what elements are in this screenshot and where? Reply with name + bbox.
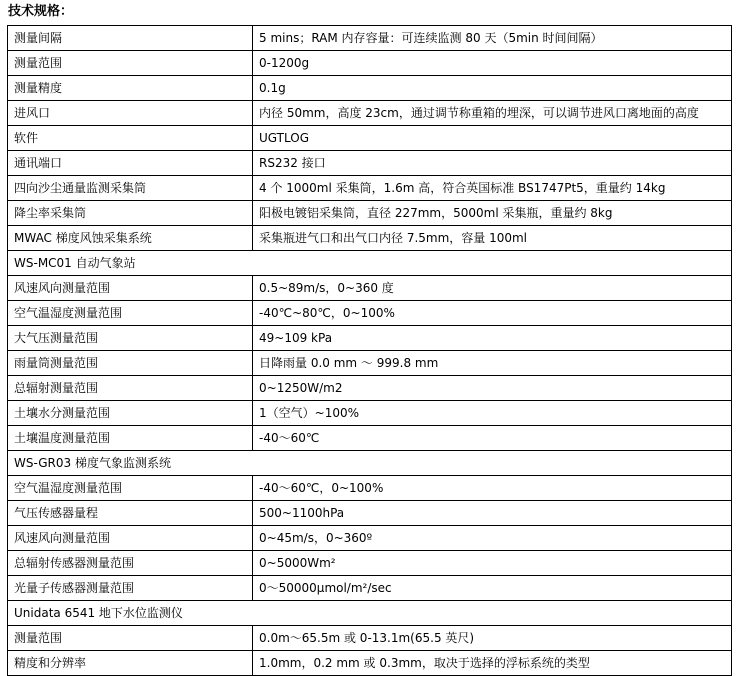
spec-label: 测量范围 (8, 626, 253, 651)
spec-value: UGTLOG (253, 126, 732, 151)
spec-value: 0.1g (253, 76, 732, 101)
spec-value: 0.0m～65.5m 或 0-13.1m(65.5 英尺) (253, 626, 732, 651)
spec-value: 500~1100hPa (253, 501, 732, 526)
section-title: WS-MC01 自动气象站 (8, 251, 732, 276)
spec-value: RS232 接口 (253, 151, 732, 176)
section-row (8, 251, 732, 276)
spec-row (8, 501, 732, 526)
section-title: Unidata 6541 地下水位监测仪 (8, 601, 732, 626)
spec-row (8, 576, 732, 601)
spec-value: 1（空气）~100% (253, 401, 732, 426)
spec-label: 通讯端口 (8, 151, 253, 176)
spec-value: -40～60℃，0~100% (253, 476, 732, 501)
spec-row (8, 126, 732, 151)
spec-value: 0~1250W/m2 (253, 376, 732, 401)
section-title: WS-GR03 梯度气象监测系统 (8, 451, 732, 476)
spec-label: 气压传感器量程 (8, 501, 253, 526)
spec-value: 0~5000Wm² (253, 551, 732, 576)
spec-label: 总辐射测量范围 (8, 376, 253, 401)
spec-label: 测量间隔 (8, 26, 253, 51)
spec-label: 风速风向测量范围 (8, 526, 253, 551)
spec-label: 测量精度 (8, 76, 253, 101)
spec-heading: 技术规格： (8, 4, 74, 19)
spec-value: 4 个 1000ml 采集筒，1.6m 高，符合英国标准 BS1747Pt5，重量约 14kg (253, 176, 732, 201)
spec-value: 5 mins；RAM 内存容量：可连续监测 80 天（5min 时间间隔） (253, 26, 732, 51)
spec-label: 总辐射传感器测量范围 (8, 551, 253, 576)
spec-value: 0~45m/s，0~360º (253, 526, 732, 551)
spec-value: -40℃~80℃，0~100% (253, 301, 732, 326)
spec-row (8, 401, 732, 426)
section-row (8, 601, 732, 626)
spec-value: 采集瓶进气口和出气口内径 7.5mm，容量 100ml (253, 226, 732, 251)
spec-row (8, 626, 732, 651)
spec-row (8, 526, 732, 551)
spec-row (8, 476, 732, 501)
spec-row (8, 326, 732, 351)
spec-label: 大气压测量范围 (8, 326, 253, 351)
spec-label: 空气温湿度测量范围 (8, 476, 253, 501)
section-row (8, 451, 732, 476)
spec-value: 阳极电镀铝采集筒，直径 227mm，5000ml 采集瓶，重量约 8kg (253, 201, 732, 226)
spec-label: 风速风向测量范围 (8, 276, 253, 301)
spec-value: 日降雨量 0.0 mm ～ 999.8 mm (253, 351, 732, 376)
spec-label: 四向沙尘通量监测采集筒 (8, 176, 253, 201)
spec-row (8, 201, 732, 226)
spec-label: 进风口 (8, 101, 253, 126)
spec-value: -40～60℃ (253, 426, 732, 451)
spec-label: 降尘率采集筒 (8, 201, 253, 226)
spec-row (8, 351, 732, 376)
spec-row (8, 51, 732, 76)
spec-label: 光量子传感器测量范围 (8, 576, 253, 601)
spec-label: 精度和分辨率 (8, 651, 253, 676)
spec-label: 雨量筒测量范围 (8, 351, 253, 376)
spec-row (8, 26, 732, 51)
spec-row (8, 551, 732, 576)
spec-label: 土壤温度测量范围 (8, 426, 253, 451)
spec-value: 1.0mm，0.2 mm 或 0.3mm，取决于选择的浮标系统的类型 (253, 651, 732, 676)
spec-row (8, 376, 732, 401)
spec-value: 内径 50mm，高度 23cm，通过调节称重箱的埋深，可以调节进风口离地面的高度 (253, 101, 732, 126)
spec-row (8, 226, 732, 251)
spec-row (8, 76, 732, 101)
spec-row (8, 651, 732, 676)
spec-table (7, 25, 732, 676)
spec-row (8, 151, 732, 176)
spec-label: 测量范围 (8, 51, 253, 76)
spec-label: MWAC 梯度风蚀采集系统 (8, 226, 253, 251)
spec-row (8, 426, 732, 451)
spec-label: 空气温湿度测量范围 (8, 301, 253, 326)
spec-value: 0-1200g (253, 51, 732, 76)
spec-value: 49~109 kPa (253, 326, 732, 351)
spec-row (8, 176, 732, 201)
spec-value: 0～50000μmol/m²/sec (253, 576, 732, 601)
spec-row (8, 276, 732, 301)
spec-value: 0.5~89m/s，0~360 度 (253, 276, 732, 301)
spec-table-body (8, 26, 732, 676)
spec-label: 软件 (8, 126, 253, 151)
spec-row (8, 101, 732, 126)
spec-row (8, 301, 732, 326)
spec-label: 土壤水分测量范围 (8, 401, 253, 426)
